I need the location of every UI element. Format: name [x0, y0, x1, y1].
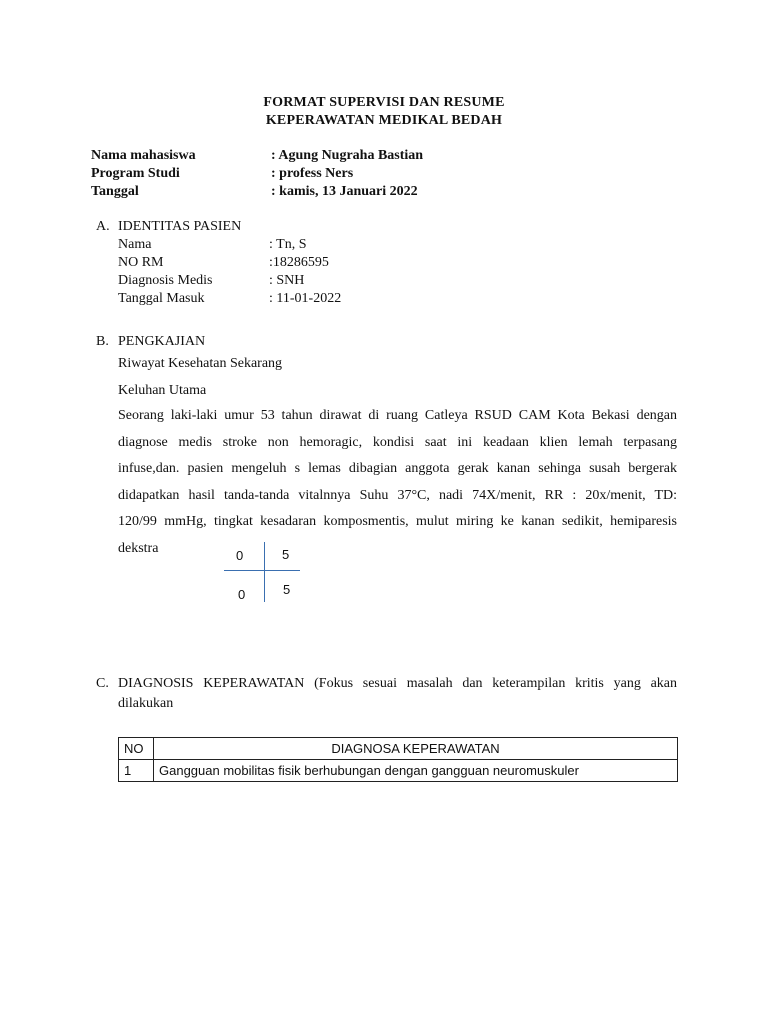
section-title: IDENTITAS PASIEN [118, 219, 242, 234]
meta-label: Nama mahasiswa [91, 148, 196, 163]
meta-value: : profess Ners [271, 166, 354, 181]
meta-label: Program Studi [91, 166, 180, 181]
paragraph-line: diagnose medis stroke non hemoragic, kondisi saat ini keadaan klien lemah terpasang [118, 434, 677, 450]
nursing-diagnosis-table [118, 737, 678, 782]
paragraph-line: 120/99 mmHg, tingkat kesadaran komposmentis, mulut miring ke kanan sedikit, hemiparesis [118, 514, 677, 529]
field-label: NO RM [118, 255, 164, 270]
motor-strength-grid [224, 542, 300, 604]
grid-horizontal-line [224, 570, 300, 571]
paragraph-line: dekstra [118, 540, 159, 556]
section-letter: A. [96, 219, 110, 234]
field-label: Tanggal Masuk [118, 291, 205, 306]
section-b-subtitle: Riwayat Kesehatan Sekarang [118, 356, 283, 371]
strength-bottom-right: 5 [283, 582, 291, 597]
strength-top-left: 0 [236, 548, 244, 563]
cell-no: 1 [119, 760, 154, 782]
section-title-line1: DIAGNOSIS KEPERAWATAN (Fokus sesuai masalah dan keterampilan kritis yang akan [118, 676, 677, 691]
section-title: PENGKAJIAN [118, 334, 206, 349]
table-row [119, 760, 678, 782]
section-title-line2: dilakukan [118, 696, 174, 711]
section-a-heading [96, 219, 241, 235]
field-value: : SNH [269, 273, 305, 288]
field-value: : Tn, S [269, 237, 307, 252]
section-b-heading [96, 334, 205, 350]
paragraph-line: Seorang laki-laki umur 53 tahun dirawat di ruang Catleya RSUD CAM Kota Bekasi dengan [118, 408, 677, 423]
grid-vertical-line [264, 542, 265, 602]
field-value: :18286595 [269, 255, 329, 270]
column-header-diagnosis: DIAGNOSA KEPERAWATAN [154, 738, 678, 760]
meta-label: Tanggal [91, 184, 139, 199]
chief-complaint-paragraph [118, 403, 677, 562]
column-header-no: NO [119, 738, 154, 760]
strength-top-right: 5 [282, 547, 290, 562]
meta-value: : kamis, 13 Januari 2022 [271, 184, 418, 199]
table-header-row [119, 738, 678, 760]
section-letter: C. [96, 676, 109, 691]
meta-value: : Agung Nugraha Bastian [271, 148, 424, 163]
cell-diagnosis: Gangguan mobilitas fisik berhubungan dengan gangguan neuromuskuler [154, 760, 678, 782]
document-title-line1: FORMAT SUPERVISI DAN RESUME [263, 95, 505, 110]
section-letter: B. [96, 334, 109, 349]
document-title-line2: KEPERAWATAN MEDIKAL BEDAH [265, 113, 503, 128]
field-label: Nama [118, 237, 152, 252]
paragraph-line: didapatkan hasil tanda-tanda vitalnnya Suhu 37°C, nadi 74X/menit, RR : 20x/menit, TD: [118, 487, 677, 503]
field-value: : 11-01-2022 [269, 291, 342, 306]
strength-bottom-left: 0 [238, 587, 246, 602]
section-b-subheading: Keluhan Utama [118, 383, 207, 398]
field-label: Diagnosis Medis [118, 273, 213, 288]
paragraph-line: infuse,dan. pasien mengeluh s lemas dibagian anggota gerak kanan sehinga susah bergerak [118, 461, 677, 476]
